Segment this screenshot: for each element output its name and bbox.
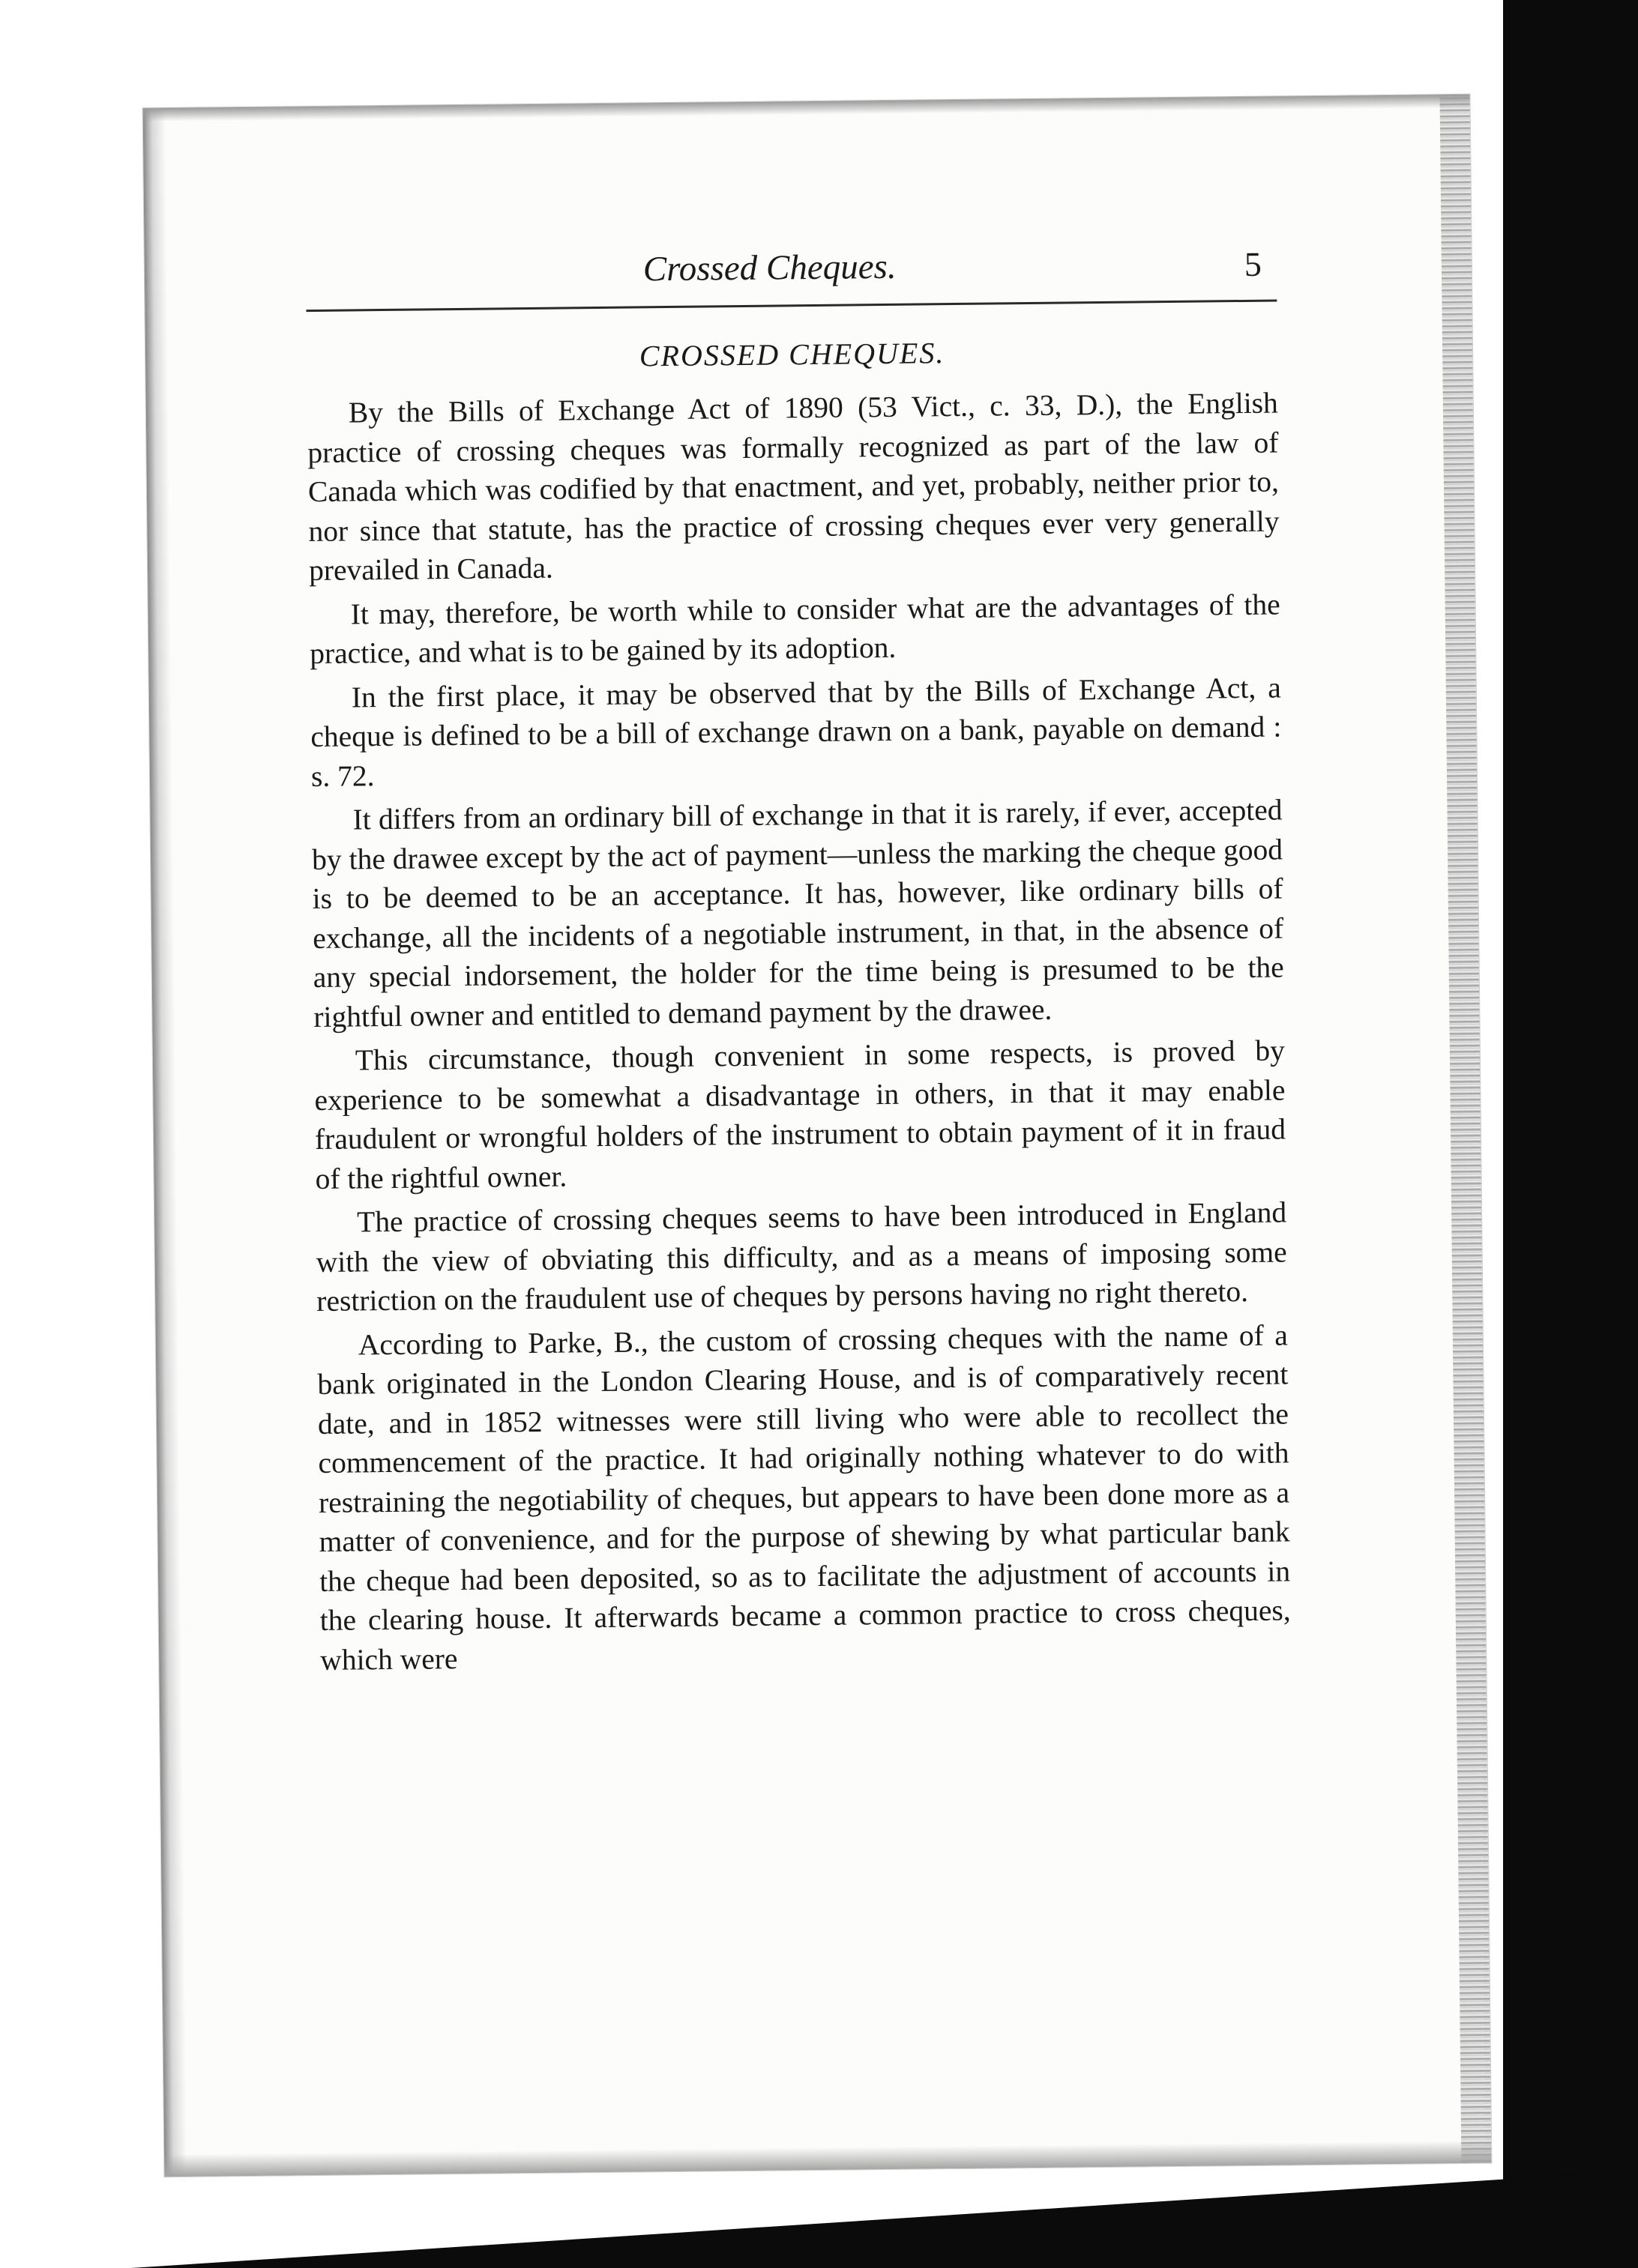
running-title: Crossed Cheques.	[642, 247, 897, 289]
paragraph-5: This circumstance, though convenient in some respects, is proved by experience to be somewhat a disadvantage in others, in that it may enable fraudulent or wrongful holders of the instrument to obtain payment of it in fraud of the rightful owner.	[314, 1034, 1286, 1195]
book-page	[143, 94, 1492, 2177]
page-number: 5	[1244, 244, 1262, 283]
paragraph-7: According to Parke, B., the custom of crossing cheques with the name of a bank originated in the London Clearing House, and is of comparatively recent date, and in 1852 witnesses were still living who were able to recollect the commencement of the practice. It had originally nothing whatever to do with restraining the negotiability of cheques, but appears to have been done more as a matter of convenience, and for the purpose of shewing by what particular bank the cheque had been deposited, so as to facilitate the adjustment of accounts in the clearing house. It afterwards became a common practice to cross cheques, which were	[317, 1318, 1291, 1677]
text-block	[306, 243, 1292, 1684]
chapter-title: CROSSED CHEQUES.	[639, 336, 945, 373]
paragraph-2: It may, therefore, be worth while to consider what are the advantages of the practice, and what is to be gained by its adoption.	[309, 587, 1280, 671]
paragraph-1: By the Bills of Exchange Act of 1890 (53 Vict., c. 33, D.), the English practice of crossing cheques was formally recognized as part of the law of Canada which was codified by that enactment, and yet, probably, neither prior to, nor since that statute, has the practice of crossing cheques ever very generally prevailed in Canada.	[307, 386, 1280, 588]
paragraph-4: It differs from an ordinary bill of exchange in that it is rarely, if ever, accepted by the drawee except by the act of payment—unless the marking the cheque good is to be deemed to be an acceptance. It has, however, like ordinary bills of exchange, all the incidents of a negotiable instrument, in that, in the absence of any special indorsement, the holder for the time being is presumed to be the rightful owner and entitled to demand payment by the drawee.	[311, 793, 1284, 1034]
running-head	[306, 243, 1277, 306]
page-edge-top	[143, 94, 1470, 122]
paragraph-6: The practice of crossing cheques seems to have been introduced in England with the view of obviating this difficulty, and as a means of imposing some restriction on the fraudulent use of cheques by persons having no right thereto.	[316, 1195, 1287, 1318]
page-edge-bottom	[164, 2141, 1491, 2177]
page-edge-right	[1440, 94, 1492, 2163]
paragraph-3: In the first place, it may be observed that by the Bills of Exchange Act, a cheque is defined to be a bill of exchange drawn on a bank, payable on demand : s. 72.	[310, 670, 1282, 793]
page-gutter-shadow	[143, 108, 187, 2177]
scan-border-bottom	[0, 2171, 1638, 2268]
scan-border-right	[1503, 0, 1638, 2268]
